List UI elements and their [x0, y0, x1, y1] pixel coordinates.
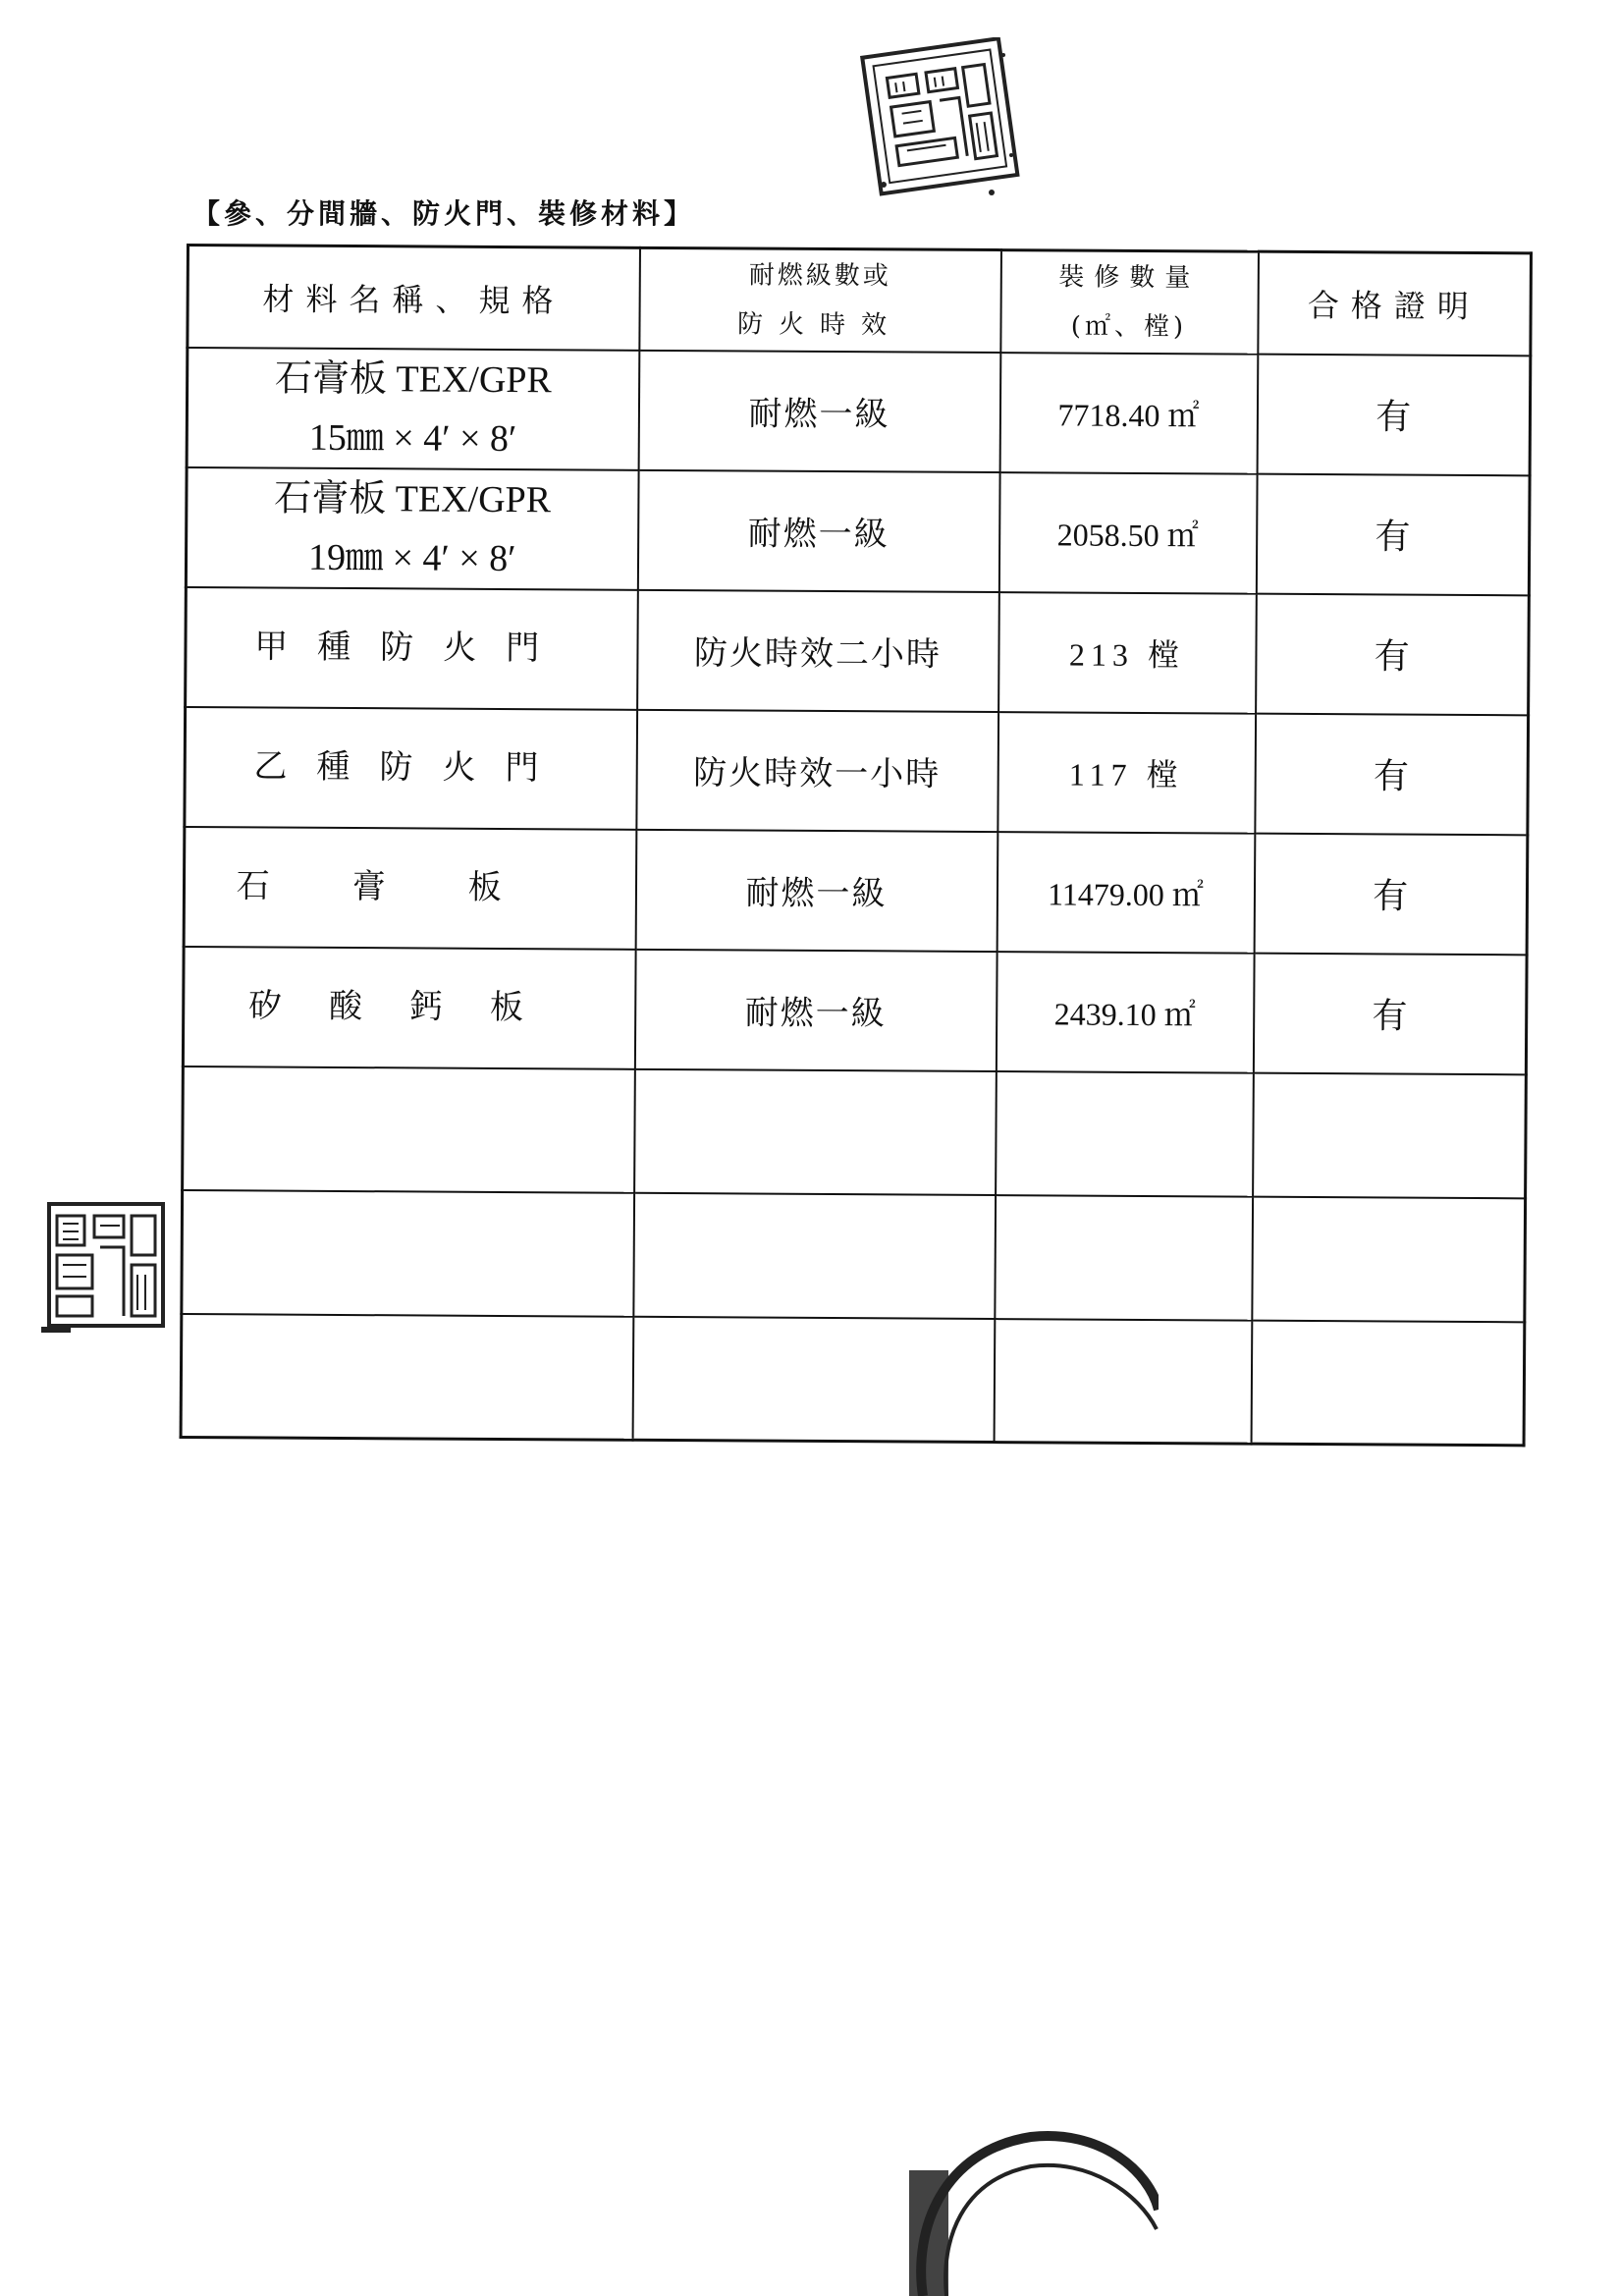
seal-stamp-top: [854, 37, 1031, 204]
quantity-cell: 213 樘: [998, 592, 1257, 714]
header-quantity-line2: (㎡、樘): [1070, 311, 1188, 342]
material-name-cell: [187, 348, 639, 470]
quantity-cell: 117 樘: [998, 712, 1256, 834]
certificate-cell: 有: [1254, 833, 1528, 955]
header-grade-line2: 防火時效: [736, 309, 903, 341]
section-title: 【參、分間牆、防火門、裝修材料】: [192, 197, 696, 230]
seal-stamp-left: [41, 1198, 171, 1336]
header-quantity-line1: 裝修數量: [1058, 262, 1201, 294]
table-row: [186, 467, 1530, 595]
materials-table: [180, 244, 1533, 1447]
table-header-row: [188, 246, 1532, 355]
header-quantity: [1000, 250, 1259, 355]
empty-cell: [1251, 1320, 1525, 1446]
certificate-cell: 有: [1255, 713, 1529, 835]
header-grade: [639, 247, 1001, 352]
grade-cell: 防火時效二小時: [637, 589, 999, 711]
header-certificate: 合格證明: [1258, 251, 1532, 355]
empty-table-row: [181, 1313, 1525, 1445]
empty-cell: [996, 1071, 1254, 1197]
material-name-line1: 石膏板 TEX/GPR: [274, 477, 552, 520]
certificate-cell: 有: [1256, 593, 1530, 715]
material-name-line2: 19㎜ × 4′ × 8′: [307, 536, 516, 579]
empty-cell: [634, 1068, 997, 1194]
material-name-cell: 石膏板: [184, 826, 636, 949]
material-name-line1: 石膏板 TEX/GPR: [274, 357, 552, 401]
seal-stamp-bottom: [903, 2111, 1159, 2296]
table-row: [187, 348, 1531, 475]
empty-cell: [632, 1316, 995, 1442]
quantity-cell: 7718.40 ㎡: [999, 353, 1258, 474]
certificate-cell: 有: [1256, 473, 1530, 595]
material-name-cell: 乙種防火門: [185, 707, 637, 830]
quantity-cell: 11479.00 ㎡: [997, 832, 1255, 954]
empty-cell: [183, 1066, 635, 1192]
certificate-cell: 有: [1253, 953, 1527, 1074]
quantity-cell: 2058.50 ㎡: [998, 472, 1257, 594]
quantity-cell: 2439.10 ㎡: [996, 952, 1254, 1073]
empty-cell: [633, 1192, 996, 1318]
grade-cell: 耐燃一級: [638, 350, 1000, 471]
grade-cell: 耐燃一級: [635, 829, 998, 951]
empty-cell: [995, 1195, 1253, 1321]
empty-cell: [1253, 1072, 1527, 1198]
empty-cell: [1252, 1196, 1526, 1322]
header-name: 材料名稱、規格: [188, 246, 640, 351]
grade-cell: 防火時效一小時: [636, 709, 998, 831]
table-row: [183, 946, 1527, 1073]
material-name-cell: 矽酸鈣板: [183, 946, 635, 1068]
table-row: [186, 587, 1530, 715]
table-row: [185, 707, 1529, 835]
empty-table-row: [182, 1189, 1526, 1321]
empty-table-row: [183, 1066, 1527, 1197]
empty-cell: [994, 1319, 1252, 1445]
header-grade-line1: 耐燃級數或: [748, 260, 891, 292]
material-name-cell: [186, 467, 638, 590]
certificate-cell: 有: [1257, 354, 1531, 475]
table-row: [184, 826, 1528, 954]
material-name-cell: 甲種防火門: [186, 587, 638, 710]
material-name-line2: 15㎜ × 4′ × 8′: [308, 416, 517, 460]
grade-cell: 耐燃一級: [634, 949, 997, 1070]
empty-cell: [182, 1189, 634, 1316]
grade-cell: 耐燃一級: [637, 469, 999, 591]
empty-cell: [181, 1313, 633, 1440]
